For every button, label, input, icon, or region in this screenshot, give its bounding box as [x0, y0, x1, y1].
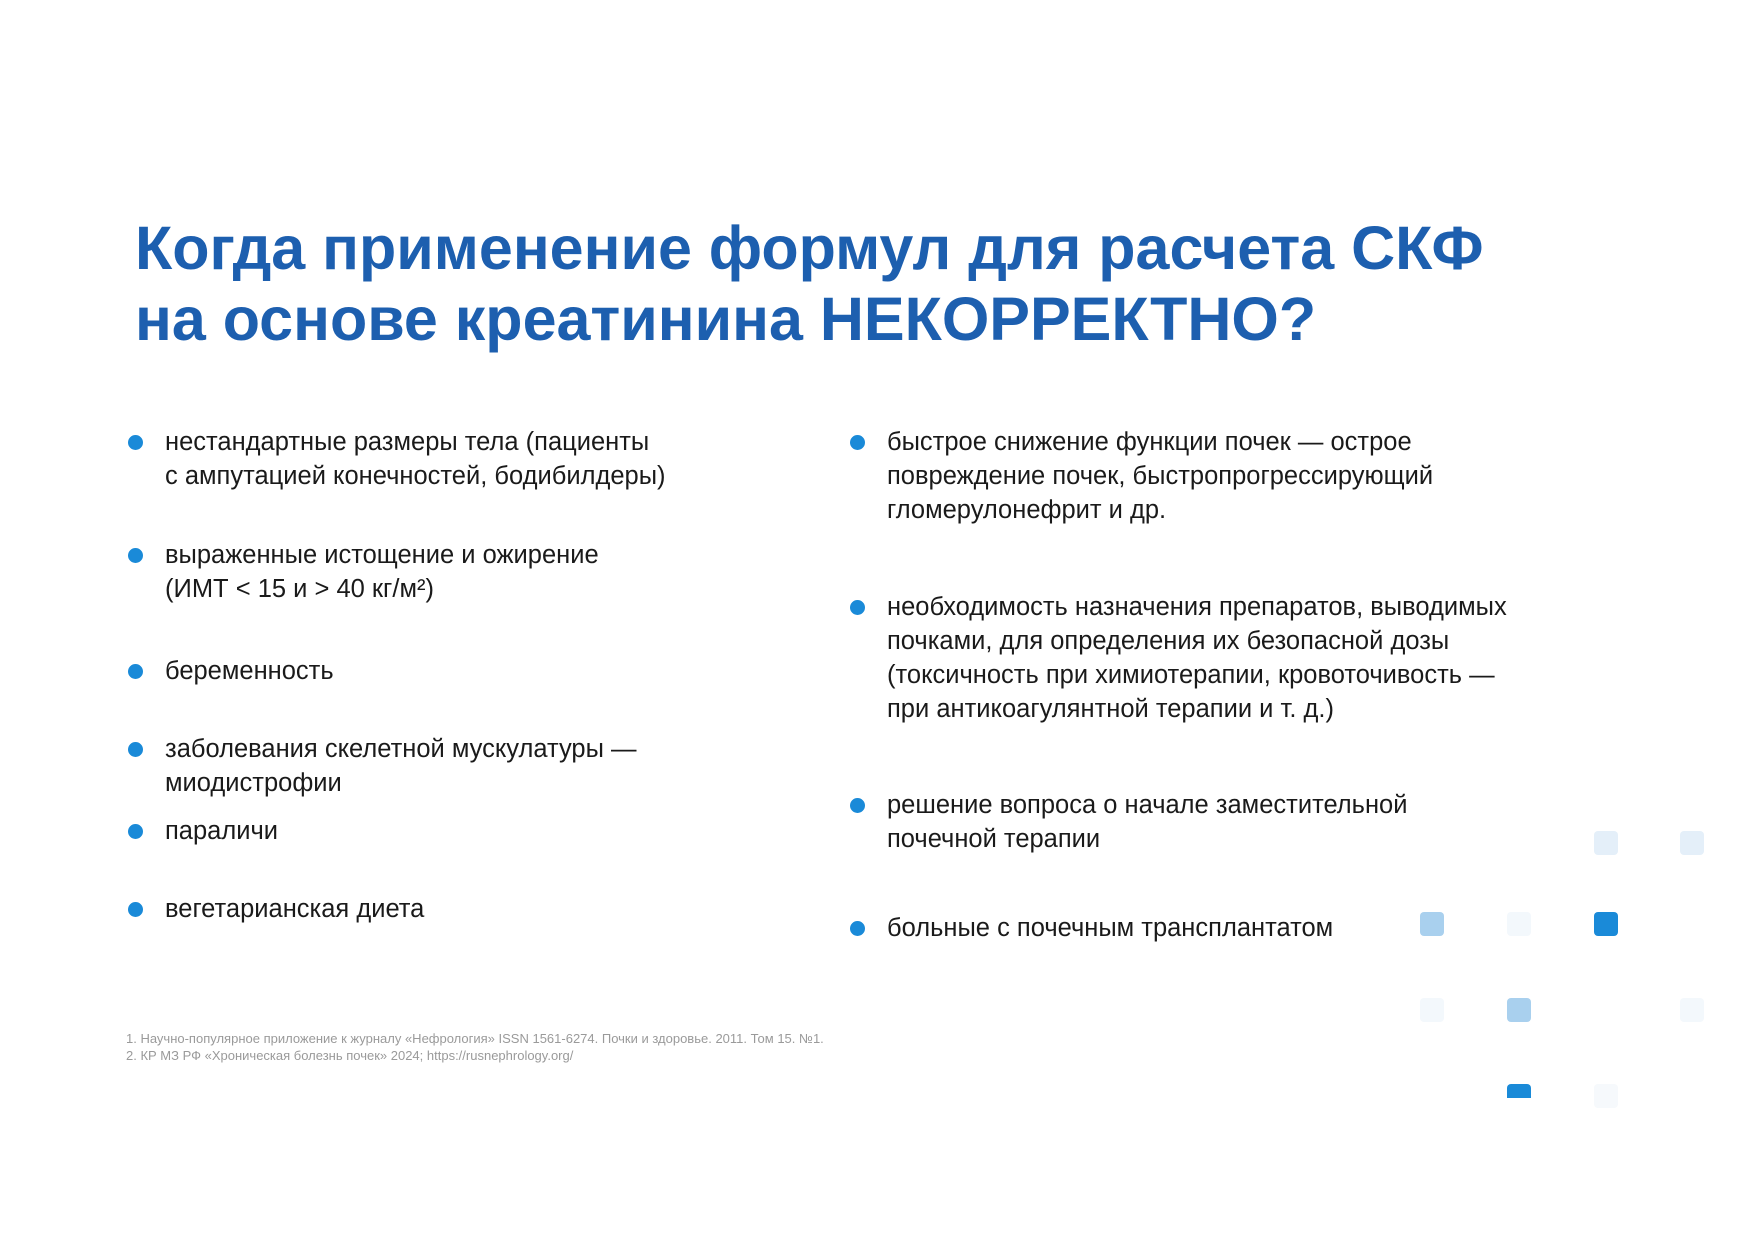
- list-item-line: необходимость назначения препаратов, выводимых: [887, 593, 1507, 621]
- list-item-line: заболевания скелетной мускулатуры —: [165, 735, 637, 763]
- right-list-item: [848, 788, 1608, 856]
- decorative-square: [1507, 1084, 1531, 1098]
- left-list-item: [126, 814, 766, 848]
- decorative-square: [1680, 831, 1704, 855]
- left-list-item: [126, 732, 766, 800]
- right-list-item: [848, 590, 1608, 726]
- decorative-square: [1420, 912, 1444, 936]
- bullet-icon: [128, 664, 143, 679]
- list-item-text: [165, 732, 766, 800]
- list-item-line: почками, для определения их безопасной дозы: [887, 627, 1450, 655]
- list-item-line: миодистрофии: [165, 769, 342, 797]
- bullet-icon: [850, 798, 865, 813]
- list-item-line: повреждение почек, быстропрогрессирующий: [887, 462, 1434, 490]
- list-item-text: [165, 654, 766, 688]
- list-item-text: [887, 788, 1608, 856]
- list-item-line: почечной терапии: [887, 825, 1101, 853]
- bullet-icon: [850, 921, 865, 936]
- bullet-icon: [128, 902, 143, 917]
- list-item-text: [887, 911, 1608, 945]
- list-item-line: (токсичность при химиотерапии, кровоточивость —: [887, 661, 1495, 689]
- list-item-line: с ампутацией конечностей, бодибилдеры): [165, 462, 666, 490]
- list-item-line: при антикоагулянтной терапии и т. д.): [887, 695, 1334, 723]
- left-list-item: [126, 654, 766, 688]
- list-item-line: больные с почечным трансплантатом: [887, 914, 1334, 942]
- decorative-square: [1594, 912, 1618, 936]
- right-list-item: [848, 425, 1608, 527]
- list-item-text: [165, 538, 766, 606]
- list-item-text: [887, 425, 1608, 527]
- left-list-item: [126, 538, 766, 606]
- title-line-1: Когда применение формул для расчета СКФ: [135, 214, 1484, 282]
- slide-title: [135, 213, 1635, 355]
- list-item-line: беременность: [165, 657, 334, 685]
- list-item-line: (ИМТ < 15 и > 40 кг/м²): [165, 575, 434, 603]
- list-item-line: параличи: [165, 817, 279, 845]
- decorative-square: [1507, 998, 1531, 1022]
- footnotes: [126, 1030, 824, 1064]
- left-list-item: [126, 425, 766, 493]
- list-item-line: быстрое снижение функции почек — острое: [887, 428, 1412, 456]
- list-item-text: [887, 590, 1608, 726]
- bullet-icon: [850, 600, 865, 615]
- decorative-square: [1507, 912, 1531, 936]
- left-list-item: [126, 892, 766, 926]
- footnote-2: 2. КР МЗ РФ «Хроническая болезнь почек» 2024; https://rusnephrology.org/: [126, 1048, 574, 1063]
- bullet-icon: [128, 824, 143, 839]
- bullet-icon: [128, 435, 143, 450]
- decorative-square: [1594, 1084, 1618, 1108]
- bullet-icon: [128, 742, 143, 757]
- list-item-line: выраженные истощение и ожирение: [165, 541, 599, 569]
- list-item-line: решение вопроса о начале заместительной: [887, 791, 1408, 819]
- right-list-item: [848, 911, 1608, 945]
- list-item-text: [165, 425, 766, 493]
- decorative-square: [1680, 998, 1704, 1022]
- decorative-square: [1594, 831, 1618, 855]
- list-item-text: [165, 892, 766, 926]
- list-item-line: гломерулонефрит и др.: [887, 496, 1167, 524]
- list-item-text: [165, 814, 766, 848]
- decorative-square: [1420, 998, 1444, 1022]
- bullet-icon: [850, 435, 865, 450]
- title-line-2: на основе креатинина НЕКОРРЕКТНО?: [135, 285, 1317, 353]
- list-item-line: вегетарианская диета: [165, 895, 425, 923]
- bullet-icon: [128, 548, 143, 563]
- list-item-line: нестандартные размеры тела (пациенты: [165, 428, 650, 456]
- footnote-1: 1. Научно-популярное приложение к журналу «Нефрология» ISSN 1561-6274. Почки и здоровье. 2011. Том 15. №1.: [126, 1031, 824, 1046]
